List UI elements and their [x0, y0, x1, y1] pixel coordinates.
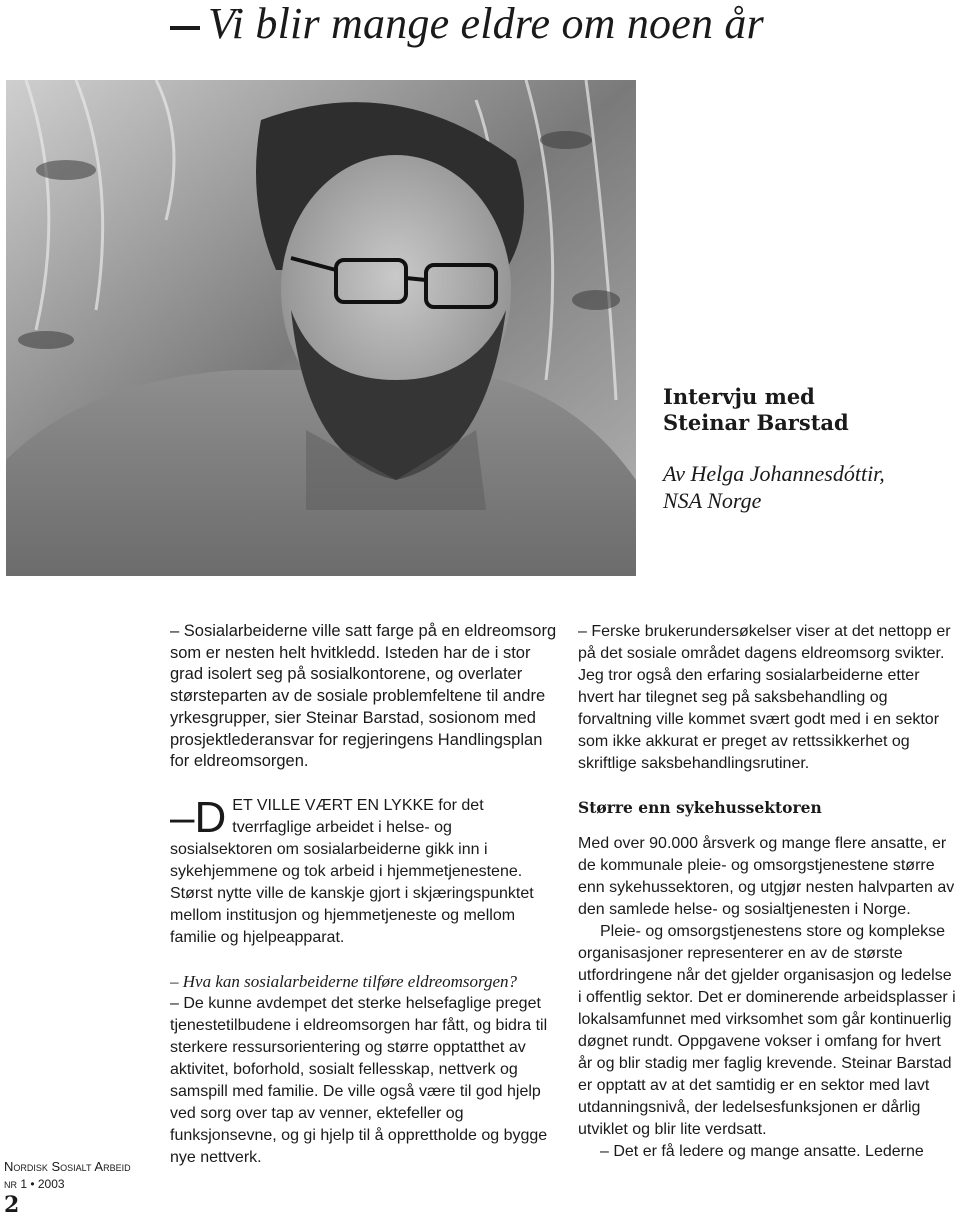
byline-line1: Av Helga Johannesdóttir,: [663, 461, 885, 486]
paragraph-caps: ET VILLE VÆRT EN LYKKE: [232, 796, 434, 814]
dropcap-letter: D: [194, 792, 227, 842]
issue-number: 1 • 2003: [20, 1177, 65, 1191]
issue-prefix: nr: [4, 1176, 17, 1191]
section-subheading: Større enn sykehussektoren: [578, 798, 822, 817]
spacer: [170, 773, 558, 795]
body-paragraph-4: Pleie- og omsorgstjenestens store og komplekse organisasjoner representerer en av de største utfordringene når det gjelder organisasjon og ledelse i offentlig sektor. Det er dominerende arbeidsplasser i lokalsamfunnet med virksomhet som går kontinuerlig døgnet rundt. Oppgavene vokser i omfang for hvert år og blir stadig mer faglig krevende. Steinar Barstad er opptatt av at det samtidig er en sektor med lavt utdanningsnivå, der ledelsesfunksjonen er dårlig utviklet og blir lite verdsatt.: [578, 922, 956, 1138]
lead-paragraph: – Sosialarbeiderne ville satt farge på en eldreomsorg som er nesten helt hvitkledd. Isteden har de i stor grad isolert seg på sosialkontorene, og overlater størsteparten av de sosiale problemfeltene til andre yrkesgrupper, sier Steinar Barstad, sosionom med prosjektlederansvar for regjeringens Handlingsplan for eldreomsorgen.: [170, 622, 557, 771]
author-byline: [663, 460, 953, 514]
spacer: [170, 949, 558, 971]
left-column: [170, 621, 558, 1169]
article-headline: [0, 0, 960, 48]
byline-line2: NSA Norge: [663, 488, 762, 513]
drop-cap: [170, 792, 227, 842]
headline-text: Vi blir mange eldre om noen år: [208, 0, 764, 48]
spacer: [578, 775, 958, 797]
paragraph-text: for det tverrfaglige arbeidet i helse- og sosialsektoren om sosialarbeiderne gikk inn i sykehjemmene og tok arbeid i hjemmetjenestene. Størst nytte ville de kanskje gjort i skjæringspunktet mellom institusjon og hjemmetjeneste og mellom familie og hjelpeapparat.: [170, 796, 534, 946]
interview-title-line2: Steinar Barstad: [663, 410, 849, 435]
page-number: 2: [4, 1192, 20, 1218]
headline-dash: [170, 26, 200, 30]
spacer: [578, 819, 958, 833]
interview-title: [663, 384, 953, 436]
portrait-illustration: [6, 80, 636, 576]
body-paragraph-2: – Ferske brukerundersøkelser viser at det nettopp er på det sosiale området dagens eldreomsorg svikter. Jeg tror også den erfaring sosialarbeiderne etter hvert har tilegnet seg på saksbehandling og forvaltning ville kommet svært godt med i en sektor som ikke akkurat er preget av rettssikkerhet og skriftlige saksbehandlingsrutiner.: [578, 623, 951, 772]
body-paragraph-3: Med over 90.000 årsverk og mange flere ansatte, er de kommunale pleie- og omsorgstjenestene større enn sykehussektoren, og utgjør nesten halvparten av den samlede helse- og sosialtjenesten i Norge.: [578, 834, 955, 918]
issue-info: [4, 1175, 144, 1193]
interview-title-line1: Intervju med: [663, 384, 815, 409]
right-column: [578, 621, 958, 1163]
interview-question: – Hva kan sosialarbeiderne tilføre eldreomsorgen?: [170, 971, 518, 991]
portrait-photo: [6, 80, 636, 576]
interview-answer: – De kunne avdempet det sterke helsefaglige preget tjenestetilbudene i eldreomsorgen har fått, og bidra til sterkere ressursorientering og større opptatthet av aktivitet, boforhold, sosialt fellesskap, nettverk og samspill med familie. De ville også være til god hjelp ved sorg over tap av venner, ektefeller og funksjonsevne, og gi hjelp til å opprettholde og bygge nye nettverk.: [170, 994, 548, 1166]
body-paragraph-1: [170, 792, 558, 949]
publication-name: Nordisk Sosialt Arbeid: [4, 1159, 131, 1174]
body-paragraph-5: – Det er få ledere og mange ansatte. Lederne: [600, 1142, 924, 1160]
dropcap-dash: –: [170, 792, 195, 842]
publication-info: [4, 1158, 144, 1193]
